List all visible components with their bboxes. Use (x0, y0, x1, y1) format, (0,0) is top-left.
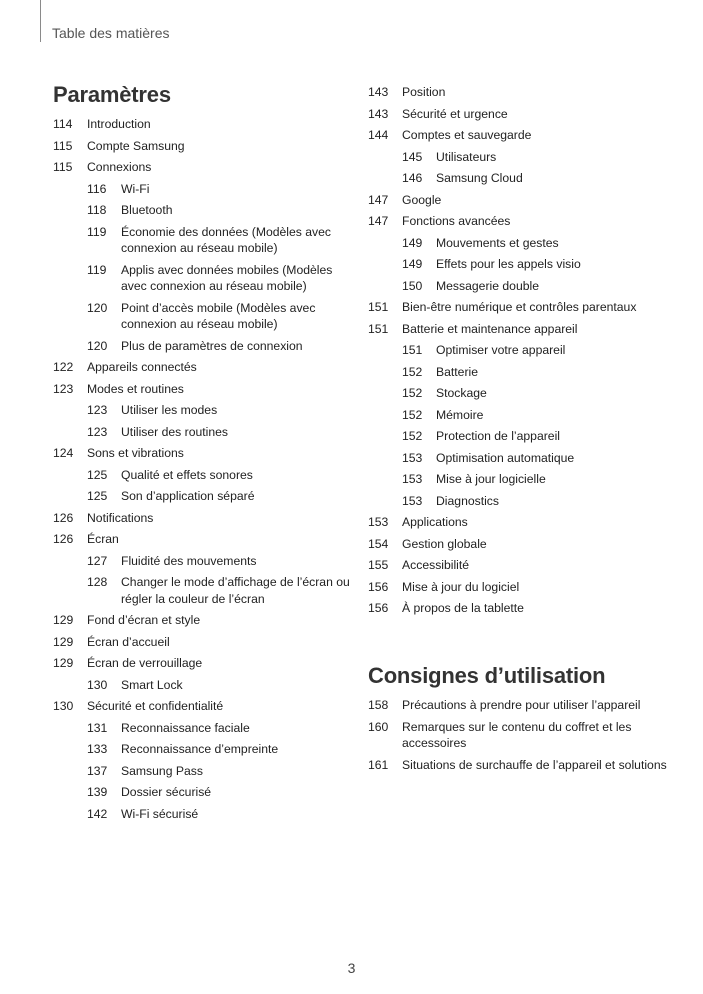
toc-entry-title: Sécurité et confidentialité (87, 699, 224, 713)
toc-entry-title: Batterie (436, 364, 479, 379)
toc-entry-title: Google (402, 192, 442, 207)
toc-entry-page-number: 147 (368, 214, 389, 228)
toc-entry-title: Bien-être numérique et contrôles parentaux (402, 300, 637, 314)
toc-entry[interactable] (53, 612, 353, 629)
toc-entry-title: À propos de la tablette (402, 601, 524, 615)
toc-entry[interactable] (53, 488, 353, 505)
toc-entry-page-number: 129 (53, 613, 74, 627)
toc-entry-page-number: 153 (402, 493, 423, 508)
toc-entry[interactable] (53, 381, 353, 398)
toc-entry-title: Utiliser des routines (121, 424, 229, 439)
toc-entry-page-number: 145 (402, 149, 423, 164)
toc-entry-title: Messagerie double (436, 278, 539, 293)
toc-entry-page-number: 119 (87, 224, 107, 239)
toc-entry-page-number: 120 (87, 338, 108, 353)
toc-entry-page-number: 128 (87, 575, 108, 589)
toc-entry-title: Comptes et sauvegarde (402, 128, 532, 142)
toc-entry-page-number: 123 (87, 403, 108, 417)
toc-entry[interactable] (53, 402, 353, 419)
toc-entry[interactable] (53, 116, 353, 133)
toc-entry[interactable] (53, 359, 353, 376)
toc-entry-title: Diagnostics (436, 493, 499, 508)
toc-entry-page-number: 144 (368, 128, 389, 142)
toc-entry-page-number: 153 (402, 472, 423, 486)
toc-entry[interactable] (53, 763, 353, 780)
toc-entry-page-number: 125 (87, 467, 108, 482)
toc-entry-title: Mise à jour logicielle (436, 472, 546, 486)
toc-entry-page-number: 120 (87, 300, 108, 315)
toc-entry-title: Bluetooth (121, 203, 173, 217)
toc-entry-title: Économie des données (Modèles avec connexion au réseau mobile) (121, 224, 332, 255)
toc-entry[interactable] (368, 579, 668, 596)
toc-list (53, 116, 353, 822)
toc-entry-title: Effets pour les appels visio (436, 257, 581, 271)
toc-entry[interactable] (53, 224, 353, 257)
toc-entry-title: Applications (402, 515, 468, 529)
toc-entry-page-number: 126 (53, 532, 74, 546)
toc-entry[interactable] (368, 299, 668, 316)
toc-column-right-consignes (368, 663, 668, 778)
toc-entry-page-number: 154 (368, 536, 389, 551)
toc-entry-page-number: 149 (402, 257, 423, 271)
toc-entry-page-number: 119 (87, 262, 107, 277)
toc-entry[interactable] (368, 719, 668, 752)
toc-entry[interactable] (53, 531, 353, 548)
section-title-parametres: Paramètres (53, 82, 171, 107)
toc-entry-page-number: 129 (53, 634, 74, 649)
toc-entry[interactable] (368, 235, 668, 252)
toc-entry-page-number: 160 (368, 719, 389, 734)
toc-entry-title: Protection de l’appareil (436, 429, 560, 443)
toc-entry-page-number: 155 (368, 558, 389, 572)
toc-entry-title: Utiliser les modes (121, 403, 218, 417)
toc-entry[interactable] (368, 514, 668, 531)
toc-entry-title: Écran d’accueil (87, 634, 170, 649)
toc-entry[interactable] (368, 407, 668, 424)
toc-entry-title: Mise à jour du logiciel (402, 579, 520, 594)
toc-entry[interactable] (368, 149, 668, 166)
toc-entry-title: Écran de verrouillage (87, 656, 203, 670)
toc-entry[interactable] (368, 471, 668, 488)
toc-entry-page-number: 126 (53, 510, 74, 525)
toc-entry-title: Position (402, 85, 446, 99)
toc-entry-title: Mémoire (436, 407, 484, 422)
toc-entry-title: Précautions à prendre pour utiliser l’appareil (402, 698, 641, 712)
toc-entry-page-number: 131 (87, 720, 108, 735)
toc-entry[interactable] (53, 181, 353, 198)
toc-entry-page-number: 142 (87, 806, 108, 821)
toc-entry[interactable] (368, 170, 668, 187)
toc-entry[interactable] (368, 278, 668, 295)
toc-entry-title: Notifications (87, 510, 154, 525)
toc-entry[interactable] (53, 655, 353, 672)
toc-entry-title: Appareils connectés (87, 360, 197, 374)
toc-entry-page-number: 158 (368, 698, 389, 712)
toc-entry-page-number: 124 (53, 446, 74, 460)
toc-entry[interactable] (368, 106, 668, 123)
toc-entry[interactable] (368, 493, 668, 510)
toc-entry-title: Plus de paramètres de connexion (121, 338, 303, 353)
toc-entry-page-number: 123 (87, 424, 108, 439)
toc-entry-title: Écran (87, 532, 119, 546)
toc-entry-title: Fond d’écran et style (87, 613, 201, 627)
toc-entry-page-number: 152 (402, 407, 423, 422)
toc-entry-page-number: 130 (53, 699, 74, 713)
toc-entry-page-number: 147 (368, 192, 389, 207)
toc-entry-title: Qualité et effets sonores (121, 467, 253, 482)
toc-entry[interactable] (368, 557, 668, 574)
toc-entry-page-number: 116 (87, 181, 107, 196)
toc-entry-title: Mouvements et gestes (436, 235, 559, 250)
toc-entry-title: Introduction (87, 117, 151, 131)
toc-entry-title: Changer le mode d’affichage de l’écran ou régler la couleur de l’écran (121, 575, 350, 606)
toc-entry-title: Optimiser votre appareil (436, 343, 566, 357)
header-title: Table des matières (52, 25, 170, 41)
toc-entry-page-number: 123 (53, 381, 74, 396)
toc-entry[interactable] (53, 677, 353, 694)
toc-entry[interactable] (368, 757, 668, 774)
toc-entry[interactable] (53, 338, 353, 355)
toc-entry-page-number: 156 (368, 579, 389, 594)
toc-entry-page-number: 151 (402, 343, 423, 357)
toc-entry-title: Connexions (87, 160, 152, 174)
toc-entry-page-number: 150 (402, 278, 423, 293)
toc-entry-page-number: 137 (87, 763, 108, 778)
toc-entry-page-number: 139 (87, 785, 108, 799)
toc-entry-page-number: 115 (53, 160, 73, 174)
toc-entry[interactable] (53, 574, 353, 607)
toc-entry-page-number: 156 (368, 601, 389, 615)
toc-entry-page-number: 153 (368, 515, 389, 529)
toc-entry[interactable] (368, 600, 668, 617)
toc-entry[interactable] (368, 213, 668, 230)
toc-entry-title: Dossier sécurisé (121, 785, 212, 799)
toc-entry[interactable] (53, 510, 353, 527)
toc-column-left (53, 82, 353, 827)
toc-entry[interactable] (53, 138, 353, 155)
toc-entry[interactable] (53, 445, 353, 462)
toc-entry-page-number: 152 (402, 364, 423, 379)
toc-entry[interactable] (53, 720, 353, 737)
toc-entry[interactable] (368, 428, 668, 445)
toc-entry-title: Fluidité des mouvements (121, 553, 257, 568)
toc-entry-page-number: 115 (53, 138, 73, 153)
toc-entry[interactable] (53, 424, 353, 441)
toc-entry-title: Sons et vibrations (87, 446, 184, 460)
toc-entry-title: Reconnaissance faciale (121, 720, 250, 735)
toc-entry-title: Modes et routines (87, 381, 184, 396)
toc-entry[interactable] (368, 536, 668, 553)
toc-entry[interactable] (368, 364, 668, 381)
toc-entry[interactable] (53, 300, 353, 333)
toc-entry-title: Remarques sur le contenu du coffret et les accessoires (402, 719, 632, 750)
toc-entry[interactable] (368, 450, 668, 467)
toc-list (368, 697, 668, 773)
toc-list (368, 84, 668, 617)
toc-entry-title: Accessibilité (402, 558, 470, 572)
toc-entry-title: Wi-Fi sécurisé (121, 806, 199, 821)
toc-entry-title: Son d’application séparé (121, 489, 255, 503)
toc-entry-page-number: 161 (368, 757, 389, 772)
toc-entry[interactable] (53, 634, 353, 651)
toc-entry[interactable] (53, 741, 353, 758)
toc-entry[interactable] (53, 784, 353, 801)
toc-entry-title: Gestion globale (402, 536, 487, 551)
section-title-consignes: Consignes d’utilisation (368, 663, 606, 688)
toc-entry-page-number: 146 (402, 171, 423, 185)
toc-entry-title: Batterie et maintenance appareil (402, 321, 578, 336)
toc-entry[interactable] (53, 202, 353, 219)
toc-entry-title: Wi-Fi (121, 181, 150, 196)
toc-entry[interactable] (53, 159, 353, 176)
toc-entry-page-number: 152 (402, 386, 423, 400)
toc-entry-page-number: 114 (53, 117, 73, 131)
toc-entry-title: Smart Lock (121, 677, 183, 692)
toc-entry-title: Fonctions avancées (402, 214, 511, 228)
toc-entry-page-number: 130 (87, 677, 108, 692)
toc-entry-page-number: 153 (402, 450, 423, 465)
toc-entry[interactable] (53, 467, 353, 484)
toc-entry-title: Stockage (436, 386, 487, 400)
toc-entry[interactable] (368, 321, 668, 338)
toc-entry[interactable] (53, 698, 353, 715)
toc-entry[interactable] (53, 553, 353, 570)
toc-entry-page-number: 151 (368, 321, 389, 336)
toc-entry[interactable] (53, 262, 353, 295)
toc-entry-page-number: 127 (87, 553, 108, 568)
toc-entry-title: Reconnaissance d’empreinte (121, 742, 279, 756)
toc-entry[interactable] (368, 385, 668, 402)
page-number: 3 (347, 960, 356, 976)
toc-entry-page-number: 151 (368, 300, 389, 314)
toc-entry[interactable] (53, 806, 353, 823)
toc-entry-page-number: 118 (87, 203, 107, 217)
header-divider (40, 0, 41, 42)
toc-entry-page-number: 125 (87, 489, 108, 503)
toc-entry-title: Point d’accès mobile (Modèles avec connexion au réseau mobile) (121, 300, 316, 331)
toc-entry-title: Utilisateurs (436, 149, 497, 164)
toc-entry-page-number: 143 (368, 85, 389, 99)
toc-entry-page-number: 133 (87, 742, 108, 756)
toc-entry[interactable] (368, 84, 668, 101)
toc-entry-title: Sécurité et urgence (402, 106, 508, 121)
toc-entry-page-number: 143 (368, 106, 389, 121)
toc-entry[interactable] (368, 697, 668, 714)
toc-entry[interactable] (368, 256, 668, 273)
toc-entry-page-number: 149 (402, 235, 423, 250)
toc-entry-page-number: 122 (53, 360, 74, 374)
toc-column-right (368, 84, 668, 622)
toc-entry-title: Compte Samsung (87, 138, 185, 153)
toc-entry-title: Samsung Cloud (436, 171, 523, 185)
toc-entry-title: Situations de surchauffe de l’appareil et solutions (402, 757, 667, 772)
toc-entry-title: Optimisation automatique (436, 450, 575, 465)
toc-entry-page-number: 152 (402, 429, 423, 443)
toc-entry[interactable] (368, 342, 668, 359)
toc-entry-page-number: 129 (53, 656, 74, 670)
toc-entry-title: Samsung Pass (121, 763, 203, 778)
toc-entry[interactable] (368, 192, 668, 209)
toc-entry[interactable] (368, 127, 668, 144)
toc-entry-title: Applis avec données mobiles (Modèles avec connexion au réseau mobile) (121, 262, 333, 293)
